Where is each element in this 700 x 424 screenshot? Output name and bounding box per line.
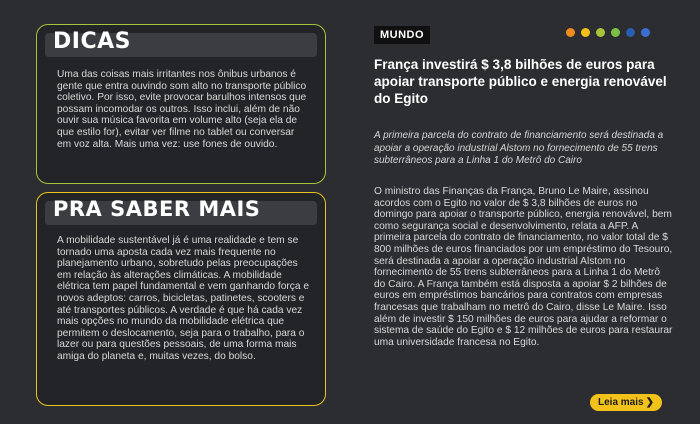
pra-saber-mais-box	[36, 192, 326, 406]
pra-saber-mais-title: PRA SABER MAIS	[53, 197, 261, 221]
dicas-title: DICAS	[53, 29, 131, 54]
dot-lime	[596, 28, 605, 37]
dot-yellow	[581, 28, 590, 37]
dot-light-blue	[641, 28, 650, 37]
pra-saber-mais-text: A mobilidade sustentável já é uma realidade e tem se tornado uma aposta cada vez mais frequente no planejamento urbano, sobretudo pelas preocupações em relação às alterações climáticas. A mobilidade elétrica tem papel fundamental e vem ganhando força e novos adeptos: carros, bicicletas, patinetes, scooters e até transportes públicos. A verdade é que há cada vez mais opções no mundo da mobilidade elétrica que permitem o deslocamento, seja para o trabalho, para o lazer ou para questões pessoais, de uma forma mais amiga do planeta e, muitas vezes, do bolso.	[57, 235, 310, 362]
read-more-button[interactable]	[590, 394, 662, 411]
news-headline: França investirá $ 3,8 bilhões de euros para apoiar transporte público e energia renovável do Egito	[374, 57, 667, 106]
section-tag: MUNDO	[374, 26, 430, 44]
color-dots	[566, 28, 650, 37]
read-more-label: Leia mais	[598, 397, 644, 408]
dot-orange	[566, 28, 575, 37]
dot-green	[611, 28, 620, 37]
dicas-box	[36, 24, 326, 184]
news-body: O ministro das Finanças da França, Bruno Le Maire, assinou acordos com o Egito no valor de $ 3,8 bilhões de euros no domingo para apoiar o transporte público, energia renovável, bem como segurança social e desenvolvimento, relata a AFP. A primeira parcela do contrato de financiamento, no valor total de $ 800 milhões de euros financiados por um empréstimo do Tesouro, será destinada a apoiar a operação industrial Alstom no fornecimento de 55 trens subterrâneos para a Linha 1 do Metrô do Cairo. A França também está disposta a apoiar $ 2 bilhões de euros em empréstimos bancários para contratos com empresas francesas que trabalham no metrô do Cairo, disse Le Maire. Isso além de investir $ 150 milhões de euros para ajudar a reformar o sistema de saúde do Egito e $ 12 milhões de euros para restaurar uma universidade francesa no Egito.	[374, 186, 673, 348]
dicas-text: Uma das coisas mais irritantes nos ônibus urbanos é gente que entra ouvindo som alto no transporte público coletivo. Por isso, evite provocar barulhos intensos que possam incomodar os outros. Isso inclui, além de não ouvir sua música favorita em volume alto (seja ela de que estilo for), evitar ver filme no tablet ou conversar em voz alta. Mais uma vez: use fones de ouvido.	[57, 69, 307, 150]
news-subhead: A primeira parcela do contrato de financiamento será destinada a apoiar a operação industrial Alstom no fornecimento de 55 trens subterrâneos para a Linha 1 do Metrô do Cairo	[374, 130, 664, 166]
dot-blue	[626, 28, 635, 37]
chevron-right-icon: ❯	[645, 397, 654, 408]
